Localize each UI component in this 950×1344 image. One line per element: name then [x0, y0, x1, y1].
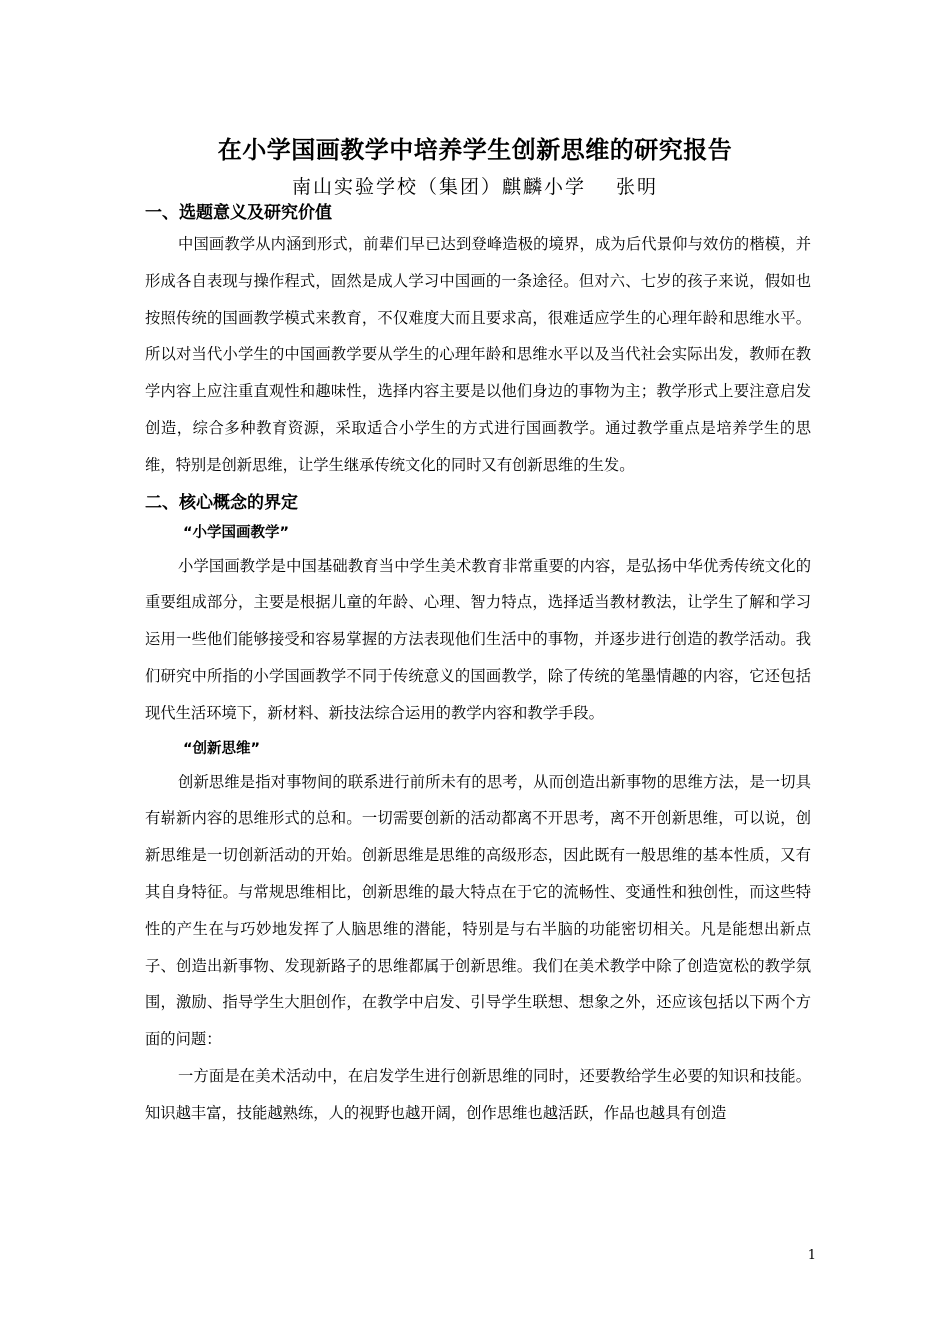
page-number: 1 — [807, 1248, 816, 1263]
paragraph-creative-thinking-aspect-one: 一方面是在美术活动中，在启发学生进行创新思维的同时，还要教给学生必要的知识和技能。知识越丰富，技能越熟练，人的视野也越开阔，创作思维也越活跃，作品也越具有创造 — [145, 1066, 811, 1122]
subsection-heading-guohua-teaching: “小学国画教学” — [183, 524, 290, 541]
subsection-heading-creative-thinking: “创新思维” — [183, 740, 261, 757]
section-heading-significance: 一、选题意义及研究价值 — [145, 203, 332, 223]
document-title: 在小学国画教学中培养学生创新思维的研究报告 — [217, 136, 733, 164]
paragraph-significance: 中国画教学从内涵到形式，前辈们早已达到登峰造极的境界，成为后代景仰与效仿的楷模，并形成各自表现与操作程式，固然是成人学习中国画的一条途径。但对六、七岁的孩子来说，假如也按照传统的国画教学模式来教育，不仅难度大而且要求高，很难适应学生的心理年龄和思维水平。所以对当代小学生的中国画教学要从学生的心理年龄和思维水平以及当代社会实际出发，教师在教学内容上应注重直观性和趣味性，选择内容主要是以他们身边的事物为主；教学形式上要注意启发创造，综合多种教育资源，采取适合小学生的方式进行国画教学。通过教学重点是培养学生的思维，特别是创新思维，让学生继承传统文化的同时又有创新思维的生发。 — [145, 235, 811, 474]
author-line — [0, 173, 950, 201]
paragraph-guohua-teaching: 小学国画教学是中国基础教育当中学生美术教育非常重要的内容，是弘扬中华优秀传统文化的重要组成部分，主要是根据儿童的年龄、心理、智力特点，选择适当教材教法，让学生了解和学习运用一些他们能够接受和容易掌握的方法表现他们生活中的事物，并逐步进行创造的教学活动。我们研究中所指的小学国画教学不同于传统意义的国画教学，除了传统的笔墨情趣的内容，它还包括现代生活环境下，新材料、新技法综合运用的教学内容和教学手段。 — [145, 556, 811, 722]
author-name: 张明 — [616, 176, 659, 198]
section-heading-core-concepts: 二、核心概念的界定 — [145, 492, 298, 513]
document-body — [145, 200, 811, 1132]
author-school: 南山实验学校（集团）麒麟小学 — [291, 176, 586, 198]
paragraph-creative-thinking-definition: 创新思维是指对事物间的联系进行前所未有的思考，从而创造出新事物的思维方法，是一切具有崭新内容的思维形式的总和。一切需要创新的活动都离不开思考，离不开创新思维，可以说，创新思维是一切创新活动的开始。创新思维是思维的高级形态，因此既有一般思维的基本性质，又有其自身特征。与常规思维相比，创新思维的最大特点在于它的流畅性、变通性和独创性，而这些特性的产生在与巧妙地发挥了人脑思维的潜能，特别是与右半脑的功能密切相关。凡是能想出新点子、创造出新事物、发现新路子的思维都属于创新思维。我们在美术教学中除了创造宽松的教学氛围，激励、指导学生大胆创作，在教学中启发、引导学生联想、想象之外，还应该包括以下两个方面的问题： — [145, 772, 811, 1049]
